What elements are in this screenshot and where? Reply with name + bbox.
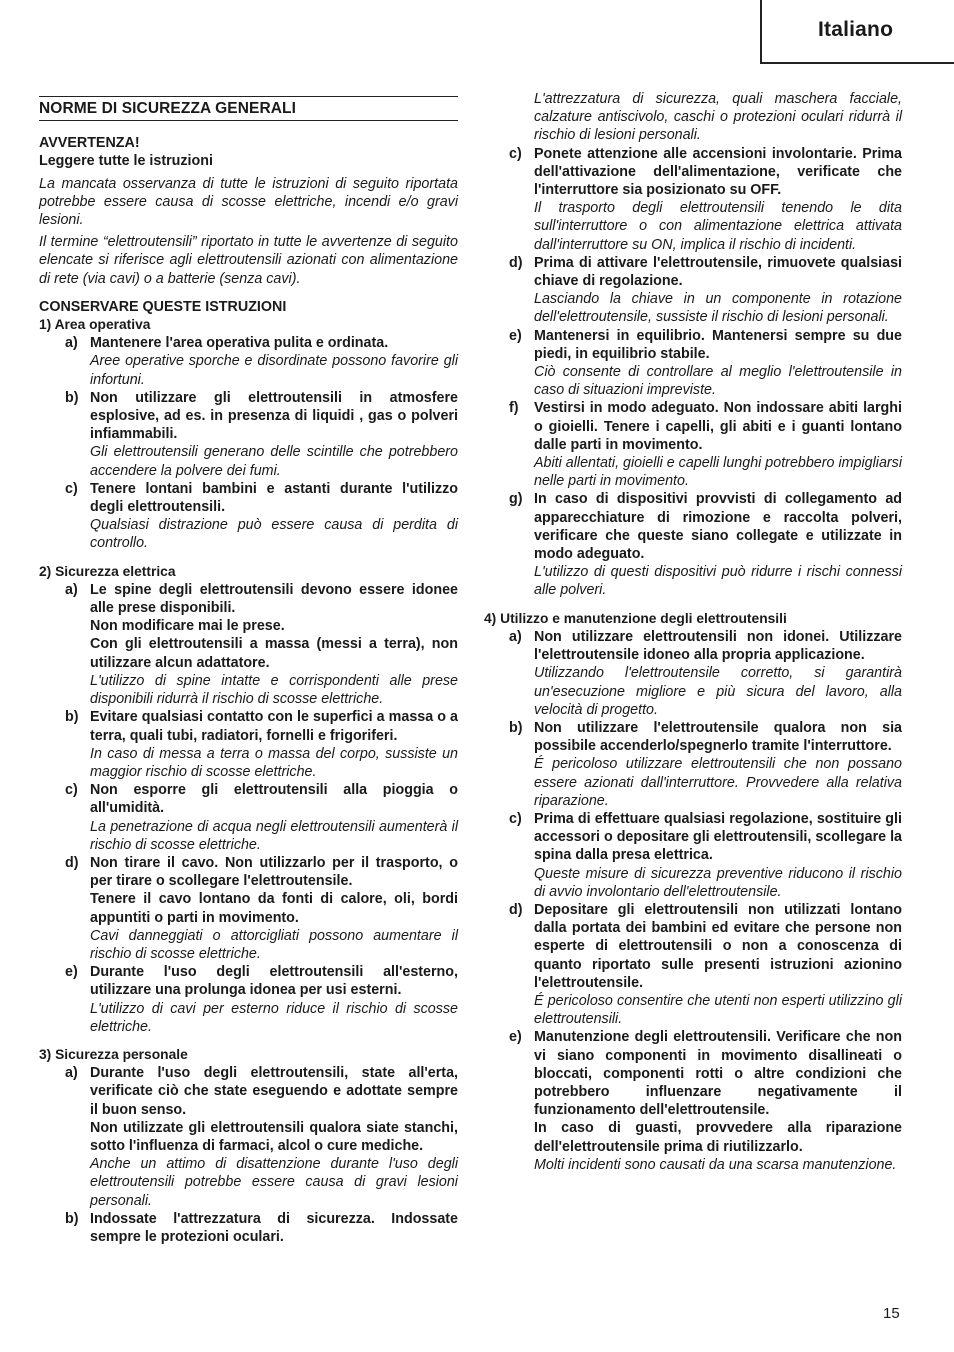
list-item: c) Prima di effettuare qualsiasi regolazione, sostituire gli accessori o depositare gli elettroutensili, scollegare la spina dalla presa elettrica. Queste misure di sicurezza preventive riducono il rischio di avvio involontario dell'elettroutensile. bbox=[509, 810, 902, 900]
list-item: L'attrezzatura di sicurezza, quali maschera facciale, calzature antiscivolo, caschi o protezioni oculari ridurrà il rischio di lesioni personali. bbox=[534, 91, 902, 144]
keep-instructions: CONSERVARE QUESTE ISTRUZIONI bbox=[39, 298, 287, 315]
list-item: f) Vestirsi in modo adeguato. Non indossare abiti larghi o gioielli. Tenere i capelli, gli abiti e i guanti lontano dalle parti in movimento. Abiti allentati, gioielli e capelli lunghi potrebbero impigliarsi nelle parti in movimento. bbox=[509, 400, 902, 490]
section-4-heading: 4) Utilizzo e manutenzione degli elettroutensili bbox=[484, 610, 787, 626]
list-item: e) Durante l'uso degli elettroutensili all'esterno, utilizzare una prolunga idonea per usi esterni. L'utilizzo di cavi per esterno riduce il rischio di scosse elettriche. bbox=[65, 964, 458, 1035]
list-item: b) Indossate l'attrezzatura di sicurezza. Indossate sempre le protezioni oculari. bbox=[65, 1210, 458, 1245]
section-3-heading: 3) Sicurezza personale bbox=[39, 1046, 188, 1062]
warning-heading: AVVERTENZA! bbox=[39, 135, 140, 152]
list-item: b) Non utilizzare l'elettroutensile qualora non sia possibile accenderlo/spegnerlo tramite l'interruttore. É pericoloso utilizzare elettroutensili che non possano essere azionati dall'interruttore. Provvedere alla relativa riparazione. bbox=[509, 719, 902, 809]
language-label: Italiano bbox=[818, 18, 894, 41]
right-column bbox=[484, 90, 902, 1174]
list-item: a) Le spine degli elettroutensili devono essere idonee alle prese disponibili. Non modificare mai le prese. Con gli elettroutensili a massa (messi a terra), non utilizzare alcun adattatore. L'utilizzo di spine intatte e corrispondenti alle prese disponibili ridurrà il rischio di scosse elettriche. bbox=[65, 581, 458, 708]
list-item: d) Depositare gli elettroutensili non utilizzati lontano dalla portata dei bambini ed evitare che persone non esperte di elettroutensili o non a conoscenza di quanto riportato sulle presenti istruzioni azionino l'elettroutensile. É pericoloso consentire che utenti non esperti utilizzino gli elettroutensili. bbox=[509, 901, 902, 1028]
list-item: d) Non tirare il cavo. Non utilizzarlo per il trasporto, o per tirare o scollegare l'elettroutensile. Tenere il cavo lontano da fonti di calore, oli, bordi appuntiti o parti in movimento. Cavi danneggiati o attorcigliati possono aumentare il rischio di scosse elettriche. bbox=[65, 854, 458, 962]
list-item: a) Durante l'uso degli elettroutensili, state all'erta, verificate ciò che state eseguendo e adottate sempre il buon senso. Non utilizzate gli elettroutensili qualora siate stanchi, sotto l'influenza di farmaci, alcol o cure mediche. Anche un attimo di disattenzione durante l'uso degli elettroutensili potrebbe essere causa di gravi lesioni personali. bbox=[65, 1065, 458, 1209]
list-item: c) Ponete attenzione alle accensioni involontarie. Prima dell'attivazione dell'alimentazione, verificate che l'interruttore sia posizionato su OFF. Il trasporto degli elettroutensili tenendo le dita sull'interruttore o con alimentazione elettrica attivata dall'interruttore su ON, implica il rischio di incidenti. bbox=[509, 145, 902, 253]
language-tab bbox=[760, 0, 954, 64]
section-2-heading: 2) Sicurezza elettrica bbox=[39, 563, 176, 579]
section-title: NORME DI SICUREZZA GENERALI bbox=[39, 96, 458, 121]
intro-paragraph-2: Il termine “elettroutensili” riportato in tutte le avvertenze di seguito elencate si riferisce agli elettroutensili azionati con alimentazione di rete (via cavi) o a batterie (senza cavi). bbox=[39, 234, 458, 287]
list-item: d) Prima di attivare l'elettroutensile, rimuovete qualsiasi chiave di regolazione. Lasciando la chiave in un componente in rotazione dell'elettroutensile, sussiste il rischio di lesioni personali. bbox=[509, 254, 902, 326]
page-number: 15 bbox=[883, 1305, 900, 1322]
list-item: g) In caso di dispositivi provvisti di collegamento ad apparecchiature di rimozione e raccolta polveri, verificare che queste siano collegate e utilizzate in modo adeguato. L'utilizzo di questi dispositivi può ridurre i rischi connessi alle polveri. bbox=[509, 491, 902, 599]
list-item: c) Tenere lontani bambini e astanti durante l'utilizzo degli elettroutensili. Qualsiasi distrazione può essere causa di perdita di controllo. bbox=[65, 480, 458, 552]
list-item: b) Evitare qualsiasi contatto con le superfici a massa o a terra, quali tubi, radiatori, fornelli e frigoriferi. In caso di messa a terra o massa del corpo, sussiste un maggior rischio di scosse elettriche. bbox=[65, 709, 458, 780]
read-all-instructions: Leggere tutte le istruzioni bbox=[39, 153, 213, 170]
intro-paragraph-1: La mancata osservanza di tutte le istruzioni di seguito riportata potrebbe essere causa di scosse elettriche, incendi e/o gravi lesioni. bbox=[39, 175, 458, 229]
list-item: e) Mantenersi in equilibrio. Mantenersi sempre su due piedi, in equilibrio stabile. Ciò consente di controllare al meglio l'elettroutensile in caso di situazioni impreviste. bbox=[509, 327, 902, 399]
list-item: a) Mantenere l'area operativa pulita e ordinata. Aree operative sporche e disordinate possono favorire gli infortuni. bbox=[65, 335, 458, 388]
list-item: b) Non utilizzare gli elettroutensili in atmosfere esplosive, ad es. in presenza di liquidi , gas o polveri infiammabili. Gli elettroutensili generano delle scintille che potrebbero accendere la polvere dei fumi. bbox=[65, 389, 458, 479]
list-item: e) Manutenzione degli elettroutensili. Verificare che non vi siano componenti in movimento disallineati o bloccati, componenti rotti o altre condizioni che potrebbero influenzare negativamente il funzionamento dell'elettroutensile. In caso di guasti, provvedere alla riparazione dell'elettroutensile prima di riutilizzarlo. Molti incidenti sono causati da una scarsa manutenzione. bbox=[509, 1029, 902, 1173]
list-item: a) Non utilizzare elettroutensili non idonei. Utilizzare l'elettroutensile idoneo alla propria applicazione. Utilizzando l'elettroutensile corretto, si garantirà un'esecuzione migliore e più sicura del lavoro, alla velocità di progetto. bbox=[509, 628, 902, 718]
list-item: c) Non esporre gli elettroutensili alla pioggia o all'umidità. La penetrazione di acqua negli elettroutensili aumenterà il rischio di scosse elettriche. bbox=[65, 782, 458, 853]
section-1-heading: 1) Area operativa bbox=[39, 317, 151, 333]
left-column bbox=[39, 90, 458, 1246]
